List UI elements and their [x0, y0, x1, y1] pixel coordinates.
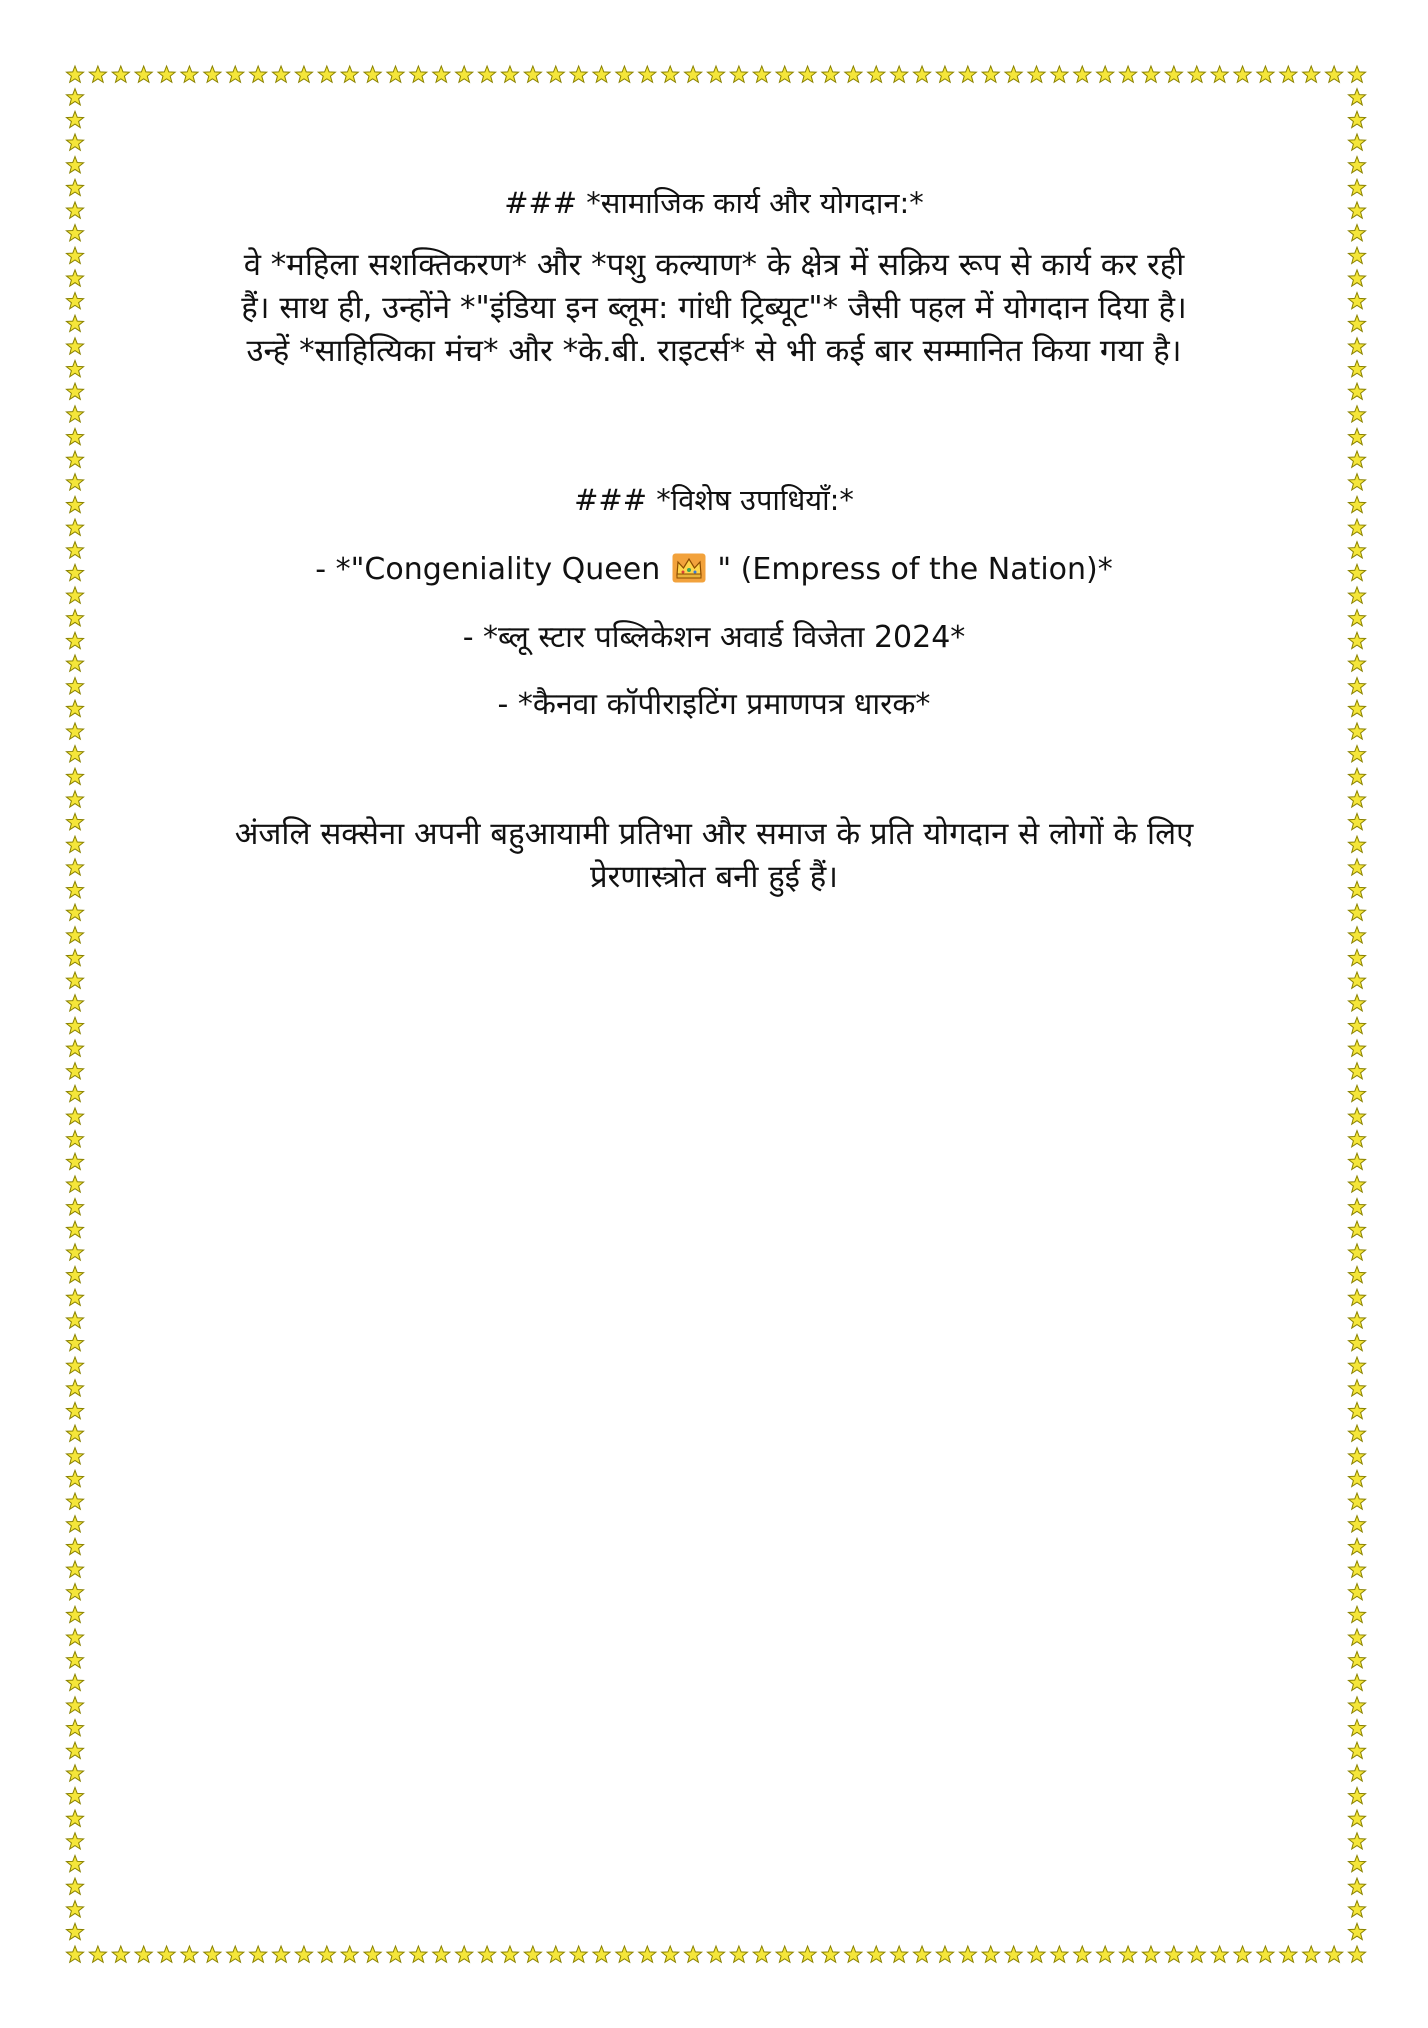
star-icon	[66, 700, 83, 716]
star-icon	[1074, 66, 1091, 82]
star-icon	[593, 1946, 610, 1962]
star-icon	[1348, 1380, 1365, 1396]
star-icon	[66, 1289, 83, 1305]
star-icon	[1348, 1040, 1365, 1056]
star-icon	[1234, 66, 1251, 82]
star-icon	[66, 202, 83, 218]
star-icon	[1280, 1946, 1297, 1962]
star-icon	[89, 66, 106, 82]
star-icon	[158, 66, 175, 82]
star-icon	[1051, 66, 1068, 82]
star-icon	[1005, 1946, 1022, 1962]
star-icon	[66, 1493, 83, 1509]
star-icon	[1028, 1946, 1045, 1962]
star-icon	[524, 1946, 541, 1962]
star-icon	[936, 66, 953, 82]
star-icon	[66, 1131, 83, 1147]
star-icon	[1348, 1674, 1365, 1690]
star-icon	[936, 1946, 953, 1962]
star-icon	[1348, 1833, 1365, 1849]
star-icon	[1348, 700, 1365, 716]
star-icon	[66, 1085, 83, 1101]
star-icon	[1348, 1923, 1365, 1939]
star-icon	[66, 859, 83, 875]
star-icon	[1348, 496, 1365, 512]
star-icon	[387, 1946, 404, 1962]
star-icon	[1348, 1901, 1365, 1917]
star-icon	[1303, 1946, 1320, 1962]
star-icon	[959, 1946, 976, 1962]
star-icon	[66, 270, 83, 286]
star-icon	[1211, 1946, 1228, 1962]
star-icon	[1348, 66, 1365, 82]
star-icon	[66, 315, 83, 331]
star-icon	[570, 66, 587, 82]
star-icon	[66, 1176, 83, 1192]
star-icon	[66, 995, 83, 1011]
star-icon	[364, 66, 381, 82]
star-icon	[66, 1380, 83, 1396]
star-icon	[250, 1946, 267, 1962]
star-icon	[295, 1946, 312, 1962]
star-icon	[66, 881, 83, 897]
star-icon	[1348, 1810, 1365, 1826]
star-icon	[1348, 1742, 1365, 1758]
star-icon	[341, 1946, 358, 1962]
star-icon	[66, 927, 83, 943]
star-icon	[616, 1946, 633, 1962]
star-icon	[66, 1470, 83, 1486]
star-icon	[1348, 1221, 1365, 1237]
star-icon	[1348, 1946, 1365, 1962]
star-icon	[1348, 1629, 1365, 1645]
star-icon	[66, 428, 83, 444]
star-icon	[1348, 1131, 1365, 1147]
star-icon	[1348, 270, 1365, 286]
star-icon	[1348, 315, 1365, 331]
star-icon	[1348, 1584, 1365, 1600]
star-icon	[66, 1244, 83, 1260]
star-icon	[1348, 1697, 1365, 1713]
star-icon	[1348, 564, 1365, 580]
star-icon	[66, 1923, 83, 1939]
star-icon	[1348, 451, 1365, 467]
star-icon	[295, 66, 312, 82]
star-icon	[66, 1108, 83, 1124]
star-icon	[1348, 678, 1365, 694]
star-icon	[66, 474, 83, 490]
star-icon	[158, 1946, 175, 1962]
star-icon	[1348, 1063, 1365, 1079]
star-icon	[1348, 1855, 1365, 1871]
star-icon	[479, 1946, 496, 1962]
star-icon	[181, 66, 198, 82]
star-icon	[1348, 111, 1365, 127]
star-icon	[1348, 1516, 1365, 1532]
star-icon	[66, 1063, 83, 1079]
star-icon	[1348, 904, 1365, 920]
star-icon	[891, 1946, 908, 1962]
star-icon	[1257, 66, 1274, 82]
star-icon	[66, 360, 83, 376]
star-icon	[227, 1946, 244, 1962]
star-icon	[730, 1946, 747, 1962]
star-icon	[753, 1946, 770, 1962]
star-icon	[66, 1742, 83, 1758]
star-icon	[1348, 134, 1365, 150]
star-icon	[66, 1629, 83, 1645]
star-icon	[66, 1946, 83, 1962]
star-icon	[1303, 66, 1320, 82]
star-icon	[1165, 1946, 1182, 1962]
star-icon	[66, 904, 83, 920]
star-icon	[1348, 89, 1365, 105]
star-icon	[181, 1946, 198, 1962]
star-icon	[1348, 1176, 1365, 1192]
star-icon	[1348, 1199, 1365, 1215]
star-icon	[685, 1946, 702, 1962]
star-icon	[1348, 542, 1365, 558]
star-icon	[66, 610, 83, 626]
star-icon	[845, 66, 862, 82]
star-icon	[1348, 813, 1365, 829]
star-icon	[1348, 1085, 1365, 1101]
star-icon	[66, 1357, 83, 1373]
star-icon	[66, 134, 83, 150]
star-icon	[1348, 1538, 1365, 1554]
star-icon	[66, 66, 83, 82]
star-icon	[662, 1946, 679, 1962]
star-icon	[89, 1946, 106, 1962]
star-icon	[66, 451, 83, 467]
star-icon	[1097, 1946, 1114, 1962]
star-icon	[66, 1652, 83, 1668]
star-icon	[776, 1946, 793, 1962]
star-icon	[135, 66, 152, 82]
star-icon	[66, 1199, 83, 1215]
star-icon	[1120, 1946, 1137, 1962]
star-icon	[1348, 338, 1365, 354]
star-icon	[272, 66, 289, 82]
star-icon	[66, 1334, 83, 1350]
star-icon	[1348, 610, 1365, 626]
paragraph-line: हैं। साथ ही, उन्होंने *"इंडिया इन ब्लूम: गांधी ट्रिब्यूट"* जैसी पहल में योगदान दिया है।	[241, 290, 1187, 326]
star-icon	[1234, 1946, 1251, 1962]
star-icon	[112, 66, 129, 82]
section-heading-special-titles: ### *विशेष उपाधियाँ:*	[574, 483, 854, 517]
star-icon	[66, 1719, 83, 1735]
star-icon	[456, 66, 473, 82]
star-icon	[1348, 995, 1365, 1011]
star-icon	[66, 247, 83, 263]
star-icon	[318, 66, 335, 82]
star-icon	[1348, 1266, 1365, 1282]
star-icon	[891, 66, 908, 82]
section-special-titles	[170, 480, 1258, 520]
star-icon	[433, 66, 450, 82]
star-icon	[1074, 1946, 1091, 1962]
star-icon	[66, 1017, 83, 1033]
star-icon	[1051, 1946, 1068, 1962]
star-icon	[822, 1946, 839, 1962]
star-icon	[66, 768, 83, 784]
star-icon	[66, 1516, 83, 1532]
star-icon	[1348, 1244, 1365, 1260]
section-heading-social-work: ### *सामाजिक कार्य और योगदान:*	[504, 186, 924, 220]
star-icon	[433, 1946, 450, 1962]
star-icon	[1348, 1878, 1365, 1894]
star-icon	[1348, 1402, 1365, 1418]
star-icon	[1348, 1470, 1365, 1486]
star-icon	[1348, 655, 1365, 671]
star-icon	[1348, 1719, 1365, 1735]
list-item: - *कैनवा कॉपीराइटिंग प्रमाणपत्र धारक*	[497, 687, 931, 722]
star-icon	[1326, 66, 1343, 82]
star-icon	[639, 1946, 656, 1962]
star-icon	[1348, 1493, 1365, 1509]
star-icon	[66, 89, 83, 105]
star-icon	[1188, 1946, 1205, 1962]
star-icon	[387, 66, 404, 82]
star-icon	[1348, 383, 1365, 399]
star-icon	[616, 66, 633, 82]
star-icon	[66, 949, 83, 965]
star-icon	[959, 66, 976, 82]
star-icon	[66, 587, 83, 603]
star-icon	[1348, 632, 1365, 648]
star-icon	[730, 66, 747, 82]
star-icon	[1348, 1357, 1365, 1373]
star-icon	[66, 1402, 83, 1418]
star-icon	[410, 66, 427, 82]
star-icon	[1348, 406, 1365, 422]
title-item-congeniality	[170, 549, 1258, 591]
star-icon	[845, 1946, 862, 1962]
star-icon	[66, 1561, 83, 1577]
star-icon	[341, 66, 358, 82]
star-icon	[204, 66, 221, 82]
star-icon	[1348, 723, 1365, 739]
star-icon	[66, 564, 83, 580]
star-icon	[66, 1312, 83, 1328]
star-icon	[501, 66, 518, 82]
crown-icon	[672, 553, 706, 583]
star-icon	[547, 1946, 564, 1962]
star-icon	[66, 1584, 83, 1600]
star-icon	[66, 1765, 83, 1781]
star-icon	[1257, 1946, 1274, 1962]
star-icon	[753, 66, 770, 82]
star-icon	[1028, 66, 1045, 82]
star-icon	[66, 383, 83, 399]
star-icon	[66, 519, 83, 535]
star-icon	[1348, 1334, 1365, 1350]
star-icon	[707, 66, 724, 82]
star-icon	[204, 1946, 221, 1962]
paragraph-line: उन्हें *साहित्यिका मंच* और *के.बी. राइटर्स* से भी कई बार सम्मानित किया गया है।	[246, 333, 1182, 369]
star-icon	[66, 1538, 83, 1554]
list-item-text: - *"Congeniality Queen	[315, 552, 661, 587]
star-icon	[1348, 972, 1365, 988]
star-icon	[982, 66, 999, 82]
star-icon	[524, 66, 541, 82]
star-icon	[66, 836, 83, 852]
star-icon	[66, 813, 83, 829]
star-icon	[570, 1946, 587, 1962]
star-icon	[66, 293, 83, 309]
star-icon	[66, 496, 83, 512]
star-icon	[982, 1946, 999, 1962]
star-icon	[1348, 791, 1365, 807]
star-icon	[1348, 360, 1365, 376]
star-icon	[1348, 859, 1365, 875]
social-work-paragraph	[170, 244, 1258, 373]
star-icon	[639, 66, 656, 82]
star-icon	[1348, 768, 1365, 784]
star-icon	[66, 225, 83, 241]
star-icon	[913, 1946, 930, 1962]
star-icon	[1005, 66, 1022, 82]
paragraph-line: वे *महिला सशक्तिकरण* और *पशु कल्याण* के क्षेत्र में सक्रिय रूप से कार्य कर रही	[243, 247, 1185, 283]
star-icon	[66, 1040, 83, 1056]
star-icon	[1348, 1787, 1365, 1803]
star-icon	[1348, 1289, 1365, 1305]
star-icon	[1348, 157, 1365, 173]
star-icon	[66, 1425, 83, 1441]
star-icon	[66, 972, 83, 988]
star-icon	[799, 1946, 816, 1962]
star-icon	[135, 1946, 152, 1962]
star-icon	[364, 1946, 381, 1962]
star-icon	[66, 1901, 83, 1917]
list-item: - *ब्लू स्टार पब्लिकेशन अवार्ड विजेता 2024*	[462, 620, 966, 655]
star-icon	[707, 1946, 724, 1962]
star-icon	[1348, 949, 1365, 965]
star-icon	[868, 1946, 885, 1962]
star-icon	[66, 1855, 83, 1871]
star-icon	[1348, 1448, 1365, 1464]
star-icon	[1348, 881, 1365, 897]
star-icon	[1348, 587, 1365, 603]
title-item-award	[170, 617, 1258, 659]
list-item-text: " (Empress of the Nation)*	[717, 552, 1113, 587]
star-icon	[1348, 474, 1365, 490]
star-icon	[66, 1606, 83, 1622]
star-icon	[66, 1221, 83, 1237]
star-icon	[66, 723, 83, 739]
star-icon	[66, 338, 83, 354]
star-icon	[66, 157, 83, 173]
star-icon	[1142, 66, 1159, 82]
star-icon	[1348, 1765, 1365, 1781]
star-icon	[1348, 836, 1365, 852]
star-icon	[501, 1946, 518, 1962]
star-icon	[66, 179, 83, 195]
star-icon	[1348, 1153, 1365, 1169]
star-icon	[66, 1674, 83, 1690]
star-icon	[799, 66, 816, 82]
star-icon	[593, 66, 610, 82]
star-icon	[1348, 1312, 1365, 1328]
star-icon	[66, 746, 83, 762]
star-icon	[1348, 179, 1365, 195]
star-icon	[66, 1266, 83, 1282]
star-icon	[66, 111, 83, 127]
star-icon	[1326, 1946, 1343, 1962]
star-icon	[66, 655, 83, 671]
title-item-certificate	[170, 684, 1258, 726]
star-icon	[456, 1946, 473, 1962]
star-icon	[479, 66, 496, 82]
list-item	[170, 549, 1258, 591]
star-icon	[1348, 225, 1365, 241]
star-icon	[66, 678, 83, 694]
star-icon	[1348, 1561, 1365, 1577]
star-icon	[66, 1878, 83, 1894]
star-icon	[1348, 1606, 1365, 1622]
star-icon	[1348, 1108, 1365, 1124]
star-icon	[1348, 1652, 1365, 1668]
star-icon	[66, 1787, 83, 1803]
star-icon	[822, 66, 839, 82]
closing-paragraph	[170, 813, 1258, 899]
star-icon	[66, 1810, 83, 1826]
star-icon	[1348, 1425, 1365, 1441]
star-icon	[272, 1946, 289, 1962]
star-icon	[1211, 66, 1228, 82]
star-icon	[1348, 746, 1365, 762]
star-icon	[913, 66, 930, 82]
star-icon	[1097, 66, 1114, 82]
star-icon	[66, 1448, 83, 1464]
star-icon	[1280, 66, 1297, 82]
star-icon	[1348, 293, 1365, 309]
star-icon	[66, 791, 83, 807]
star-icon	[66, 1833, 83, 1849]
star-icon	[318, 1946, 335, 1962]
star-icon	[1348, 927, 1365, 943]
paragraph-line: प्रेरणास्त्रोत बनी हुई हैं।	[589, 859, 839, 895]
star-icon	[776, 66, 793, 82]
star-icon	[1348, 202, 1365, 218]
star-icon	[1348, 428, 1365, 444]
star-icon	[1348, 247, 1365, 263]
star-icon	[868, 66, 885, 82]
star-icon	[1142, 1946, 1159, 1962]
star-icon	[66, 406, 83, 422]
star-icon	[1348, 519, 1365, 535]
star-icon	[66, 1153, 83, 1169]
star-icon	[1120, 66, 1137, 82]
star-icon	[227, 66, 244, 82]
star-icon	[547, 66, 564, 82]
star-icon	[685, 66, 702, 82]
star-icon	[1188, 66, 1205, 82]
star-icon	[662, 66, 679, 82]
star-icon	[250, 66, 267, 82]
section-social-work	[170, 183, 1258, 223]
star-icon	[66, 632, 83, 648]
star-icon	[112, 1946, 129, 1962]
star-icon	[1165, 66, 1182, 82]
star-icon	[410, 1946, 427, 1962]
star-icon	[66, 1697, 83, 1713]
star-icon	[66, 542, 83, 558]
star-icon	[1348, 1017, 1365, 1033]
paragraph-line: अंजलि सक्सेना अपनी बहुआयामी प्रतिभा और समाज के प्रति योगदान से लोगों के लिए	[234, 816, 1194, 852]
